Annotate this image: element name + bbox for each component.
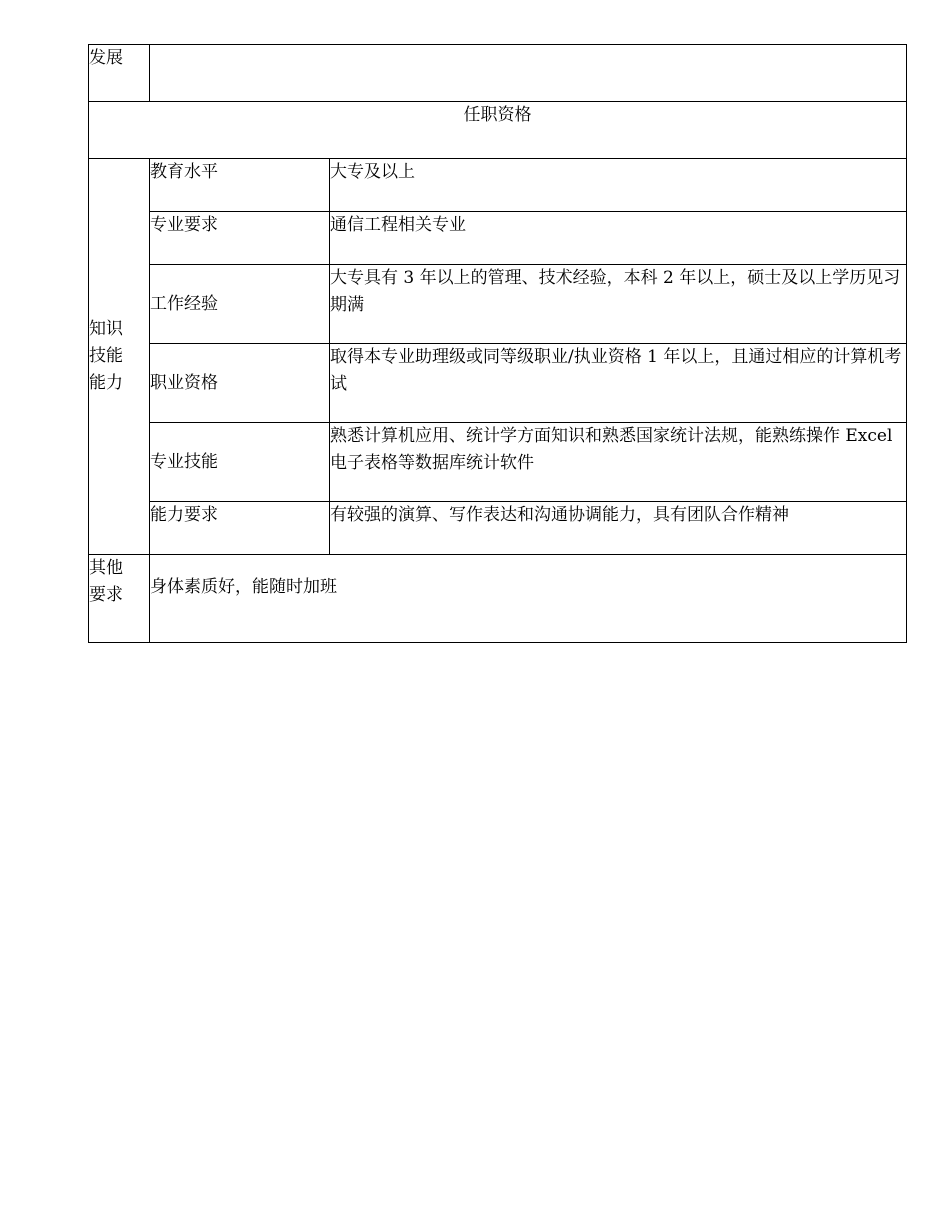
development-label: 发展 — [89, 45, 150, 102]
item-value: 大专及以上 — [330, 159, 907, 212]
item-value: 取得本专业助理级或同等级职业/执业资格 1 年以上，且通过相应的计算机考试 — [330, 344, 907, 423]
other-label-line: 要求 — [89, 585, 123, 605]
item-row-experience — [89, 265, 907, 344]
item-label: 工作经验 — [150, 265, 330, 344]
item-value: 熟悉计算机应用、统计学方面知识和熟悉国家统计法规，能熟练操作 Excel 电子表格等数据库统计软件 — [330, 423, 907, 502]
qualifications-title: 任职资格 — [89, 102, 907, 159]
item-label: 专业技能 — [150, 423, 330, 502]
knowledge-label-line: 技能 — [89, 346, 123, 366]
item-row-major — [89, 212, 907, 265]
other-requirements-value: 身体素质好，能随时加班 — [150, 555, 907, 643]
development-row — [89, 45, 907, 102]
item-row-skills — [89, 423, 907, 502]
item-label: 能力要求 — [150, 502, 330, 555]
item-value: 大专具有 3 年以上的管理、技术经验，本科 2 年以上，硕士及以上学历见习期满 — [330, 265, 907, 344]
qualifications-title-row — [89, 102, 907, 159]
other-requirements-label — [89, 555, 150, 643]
item-row-ability — [89, 502, 907, 555]
knowledge-label-line: 能力 — [89, 373, 123, 393]
development-value — [150, 45, 907, 102]
job-spec-table — [88, 44, 907, 643]
item-label: 专业要求 — [150, 212, 330, 265]
item-label: 教育水平 — [150, 159, 330, 212]
item-row-certification — [89, 344, 907, 423]
knowledge-label-line: 知识 — [89, 319, 123, 339]
item-value: 通信工程相关专业 — [330, 212, 907, 265]
item-row-education — [89, 159, 907, 212]
other-requirements-row — [89, 555, 907, 643]
item-label: 职业资格 — [150, 344, 330, 423]
other-label-line: 其他 — [89, 558, 123, 578]
knowledge-skill-ability-label — [89, 159, 150, 555]
item-value: 有较强的演算、写作表达和沟通协调能力，具有团队合作精神 — [330, 502, 907, 555]
